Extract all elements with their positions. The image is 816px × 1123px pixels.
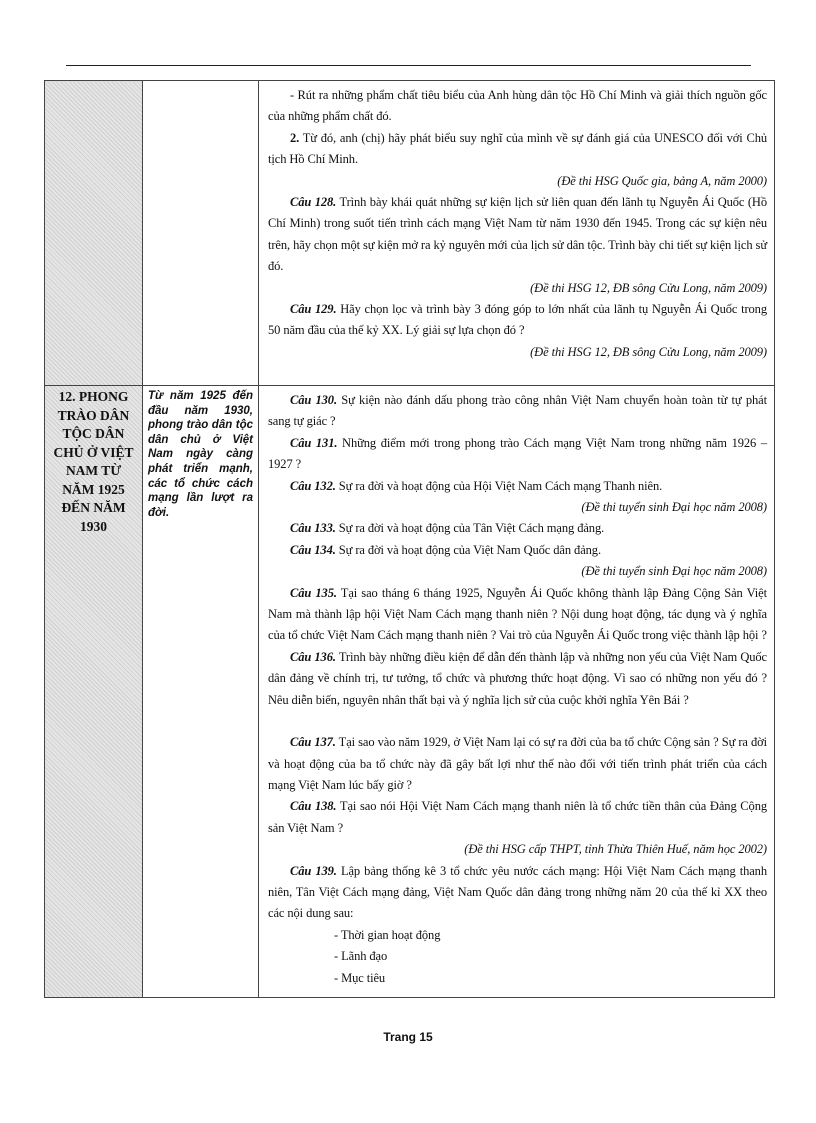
question-text: Sự kiện nào đánh dấu phong trào công nhân Việt Nam chuyển hoàn toàn từ tự phát sang tự giác ? xyxy=(268,393,767,429)
question-text: Lập bảng thống kê 3 tổ chức yêu nước cách mạng: Hội Việt Nam Cách mạng thanh niên, Tân Việt Cách mạng đảng, Việt Nam Quốc dân đảng trong những năm 20 của thế kỉ XX theo các nội dung sau: xyxy=(268,863,767,921)
question-text: Tại sao tháng 6 tháng 1925, Nguyễn Ái Quốc không thành lập Đảng Cộng Sản Việt Nam mà thành lập hội Việt Nam Cách mạng thanh niên ? Nội dung hoạt động, tác dụng và ý nghĩa của tổ chức Việt Nam Cách mạng thanh niên ? Vai trò của Nguyễn Ái Quốc trong việc thành lập hội ? xyxy=(268,585,767,643)
question-number: Câu 129. xyxy=(290,302,337,317)
question-text: Tại sao nói Hội Việt Nam Cách mạng thanh niên là tổ chức tiền thân của Đảng Cộng sản Việt Nam ? xyxy=(268,799,767,835)
content-table xyxy=(44,80,775,998)
source-citation: (Đề thi tuyển sinh Đại học năm 2008) xyxy=(581,564,767,579)
question-number: Câu 132. xyxy=(290,478,336,493)
paragraph xyxy=(268,85,767,128)
question xyxy=(268,540,767,561)
page-number: Trang 15 xyxy=(383,1030,433,1044)
question-number: Câu 131. xyxy=(290,435,338,450)
item-number: 2. xyxy=(290,130,300,145)
list-item: - Lãnh đạo xyxy=(334,949,388,964)
question xyxy=(268,476,767,497)
questions-cell xyxy=(259,81,775,386)
source-citation: (Đề thi tuyển sinh Đại học năm 2008) xyxy=(581,500,767,515)
question-number: Câu 135. xyxy=(290,585,337,600)
question-text: Sự ra đời và hoạt động của Tân Việt Cách mạng đảng. xyxy=(335,521,605,536)
table-row xyxy=(45,386,775,998)
source-citation: (Đề thi HSG Quốc gia, bảng A, năm 2000) xyxy=(557,173,767,188)
list-item: - Mục tiêu xyxy=(334,970,386,985)
question-text: Trình bày những điều kiện để dẫn đến thành lập và những non yếu của Việt Nam Quốc dân đảng về chính trị, tư tưởng, tổ chức và phương thức hoạt động. Vì sao có những non yếu đó ? Nêu diễn biến, nguyên nhân thất bại và ý nghĩa lịch sử của cuộc khởi nghĩa Yên Bái ? xyxy=(268,649,767,707)
question-number: Câu 128. xyxy=(290,195,337,210)
source-citation: (Đề thi HSG cấp THPT, tỉnh Thừa Thiên Huế, năm học 2002) xyxy=(464,842,767,857)
question xyxy=(268,583,767,647)
question-number: Câu 137. xyxy=(290,735,336,750)
question-number: Câu 133. xyxy=(290,521,336,536)
paragraph xyxy=(268,128,767,171)
question-text: Tại sao vào năm 1929, ở Việt Nam lại có sự ra đời của ba tổ chức Cộng sản ? Sự ra đời và hoạt động của ba tổ chức này đã gây bất lợi như thế nào đối với tiến trình phát triển của cách mạng Việt Nam lúc bấy giờ ? xyxy=(268,735,767,792)
topic-cell xyxy=(45,386,143,998)
question xyxy=(268,192,767,278)
topic-summary: Từ năm 1925 đến đầu năm 1930, phong trào dân tộc dân chủ ở Việt Nam ngày càng phát triển mạnh, các tổ chức cách mạng lần lượt ra đời. xyxy=(148,390,253,519)
question-text: Trình bày khái quát những sự kiện lịch sử liên quan đến lãnh tụ Nguyễn Ái Quốc (Hồ Chí Minh) trong suốt tiến trình cách mạng Việt Nam từ năm 1930 đến 1945. Trong các sự kiện nêu trên, hãy chọn một sự kiện mở ra kỷ nguyên mới của lịch sử dân tộc. Trình bày chi tiết sự kiện lịch sử đó. xyxy=(268,195,768,274)
question-text: Sự ra đời và hoạt động của Hội Việt Nam Cách mạng Thanh niên. xyxy=(335,478,663,493)
question xyxy=(268,433,767,476)
question xyxy=(268,732,767,796)
question xyxy=(268,647,767,711)
question-text: Từ đó, anh (chị) hãy phát biểu suy nghĩ của mình về sự đánh giá của UNESCO đối với Chủ tịch Hồ Chí Minh. xyxy=(268,130,767,167)
spacer xyxy=(268,711,767,732)
question-text: - Rút ra những phẩm chất tiêu biểu của Anh hùng dân tộc Hồ Chí Minh và giải thích nguồn gốc của những phẩm chất đó. xyxy=(268,88,767,124)
question xyxy=(268,796,767,839)
questions-cell xyxy=(259,386,775,998)
source-citation: (Đề thi HSG 12, ĐB sông Cửu Long, năm 2009) xyxy=(530,280,767,295)
table-row xyxy=(45,81,775,386)
list-item: - Thời gian hoạt động xyxy=(334,927,441,942)
question-number: Câu 138. xyxy=(290,799,337,814)
question-number: Câu 136. xyxy=(290,649,336,664)
summary-cell xyxy=(143,81,259,386)
question-text: Hãy chọn lọc và trình bày 3 đóng góp to lớn nhất của lãnh tụ Nguyễn Ái Quốc trong 50 năm đầu của thế kỷ XX. Lý giải sự lựa chọn đó ? xyxy=(268,302,767,338)
row2-questions xyxy=(259,386,774,989)
question-number: Câu 139. xyxy=(290,863,337,878)
summary-cell xyxy=(143,386,259,998)
topic-title: 12. PHONG TRÀO DÂN TỘC DÂN CHỦ Ở VIỆT NAM TỪ NĂM 1925 ĐẾN NĂM 1930 xyxy=(53,389,134,534)
source-citation: (Đề thi HSG 12, ĐB sông Cửu Long, năm 2009) xyxy=(530,344,767,359)
question xyxy=(268,299,767,342)
question-number: Câu 130. xyxy=(290,393,337,407)
topic-cell xyxy=(45,81,143,386)
header-rule xyxy=(66,65,751,66)
question-text: Sự ra đời và hoạt động của Việt Nam Quốc dân đảng. xyxy=(335,542,601,557)
question xyxy=(268,390,767,433)
question xyxy=(268,518,767,539)
question xyxy=(268,861,767,925)
row1-questions xyxy=(259,81,774,363)
question-text: Những điểm mới trong phong trào Cách mạng Việt Nam trong những năm 1926 – 1927 ? xyxy=(268,435,767,472)
question-number: Câu 134. xyxy=(290,542,336,557)
